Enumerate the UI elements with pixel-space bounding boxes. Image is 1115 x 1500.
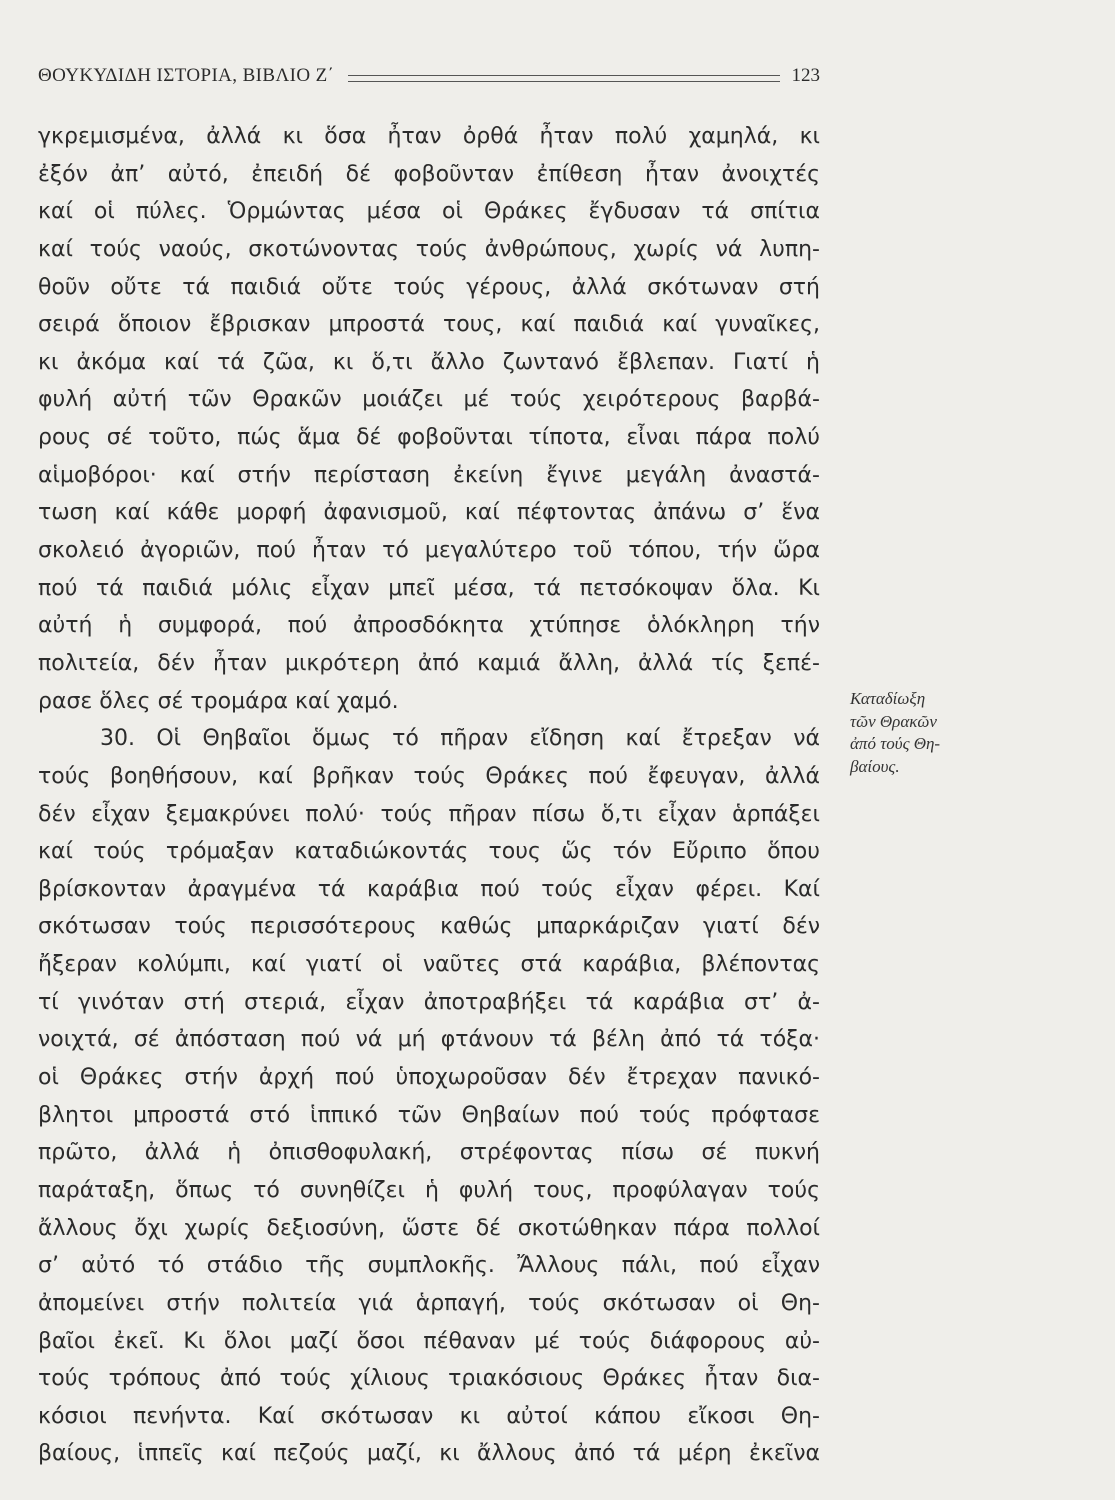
text-line: βρίσκονταν ἀραγμένα τά καράβια πού τούς εἶχαν φέρει. Καί [38,876,820,902]
text-line: σκολειό ἀγοριῶν, πού ἦταν τό μεγαλύτερο τοῦ τόπου, τήν ὥρα [38,538,820,564]
paragraph-end-line: ρασε ὅλες σέ τρομάρα καί χαμό. [38,688,399,714]
margin-note-line: Καταδίωξη [850,689,926,708]
text-line: ἐξόν ἀπ’ αὐτό, ἐπειδή δέ φοβοῦνταν ἐπίθεση ἦταν ἀνοιχτές [38,161,820,187]
text-line: καί τούς τρόμαξαν καταδιώκοντάς τους ὥς τόν Εὔριπο ὅπου [38,839,820,865]
page-number: 123 [791,65,820,86]
text-line: αἱμοβόροι· καί στήν περίσταση ἐκείνη ἔγινε μεγάλη ἀναστά- [38,462,820,488]
text-line: πρῶτο, ἀλλά ἡ ὀπισθοφυλακή, στρέφοντας πίσω σέ πυκνή [38,1140,820,1166]
text-line: τούς τρόπους ἀπό τούς χίλιους τριακόσιους Θράκες ἦταν δια- [38,1366,820,1392]
text-line: ἤξεραν κολύμπι, καί γιατί οἱ ναῦτες στά καράβια, βλέποντας [38,952,820,978]
text-line: σκότωσαν τούς περισσότερους καθώς μπαρκάριζαν γιατί δέν [38,914,820,940]
text-line: νοιχτά, σέ ἀπόσταση πού νά μή φτάνουν τά βέλη ἀπό τά τόξα· [38,1027,820,1053]
text-line: θοῦν οὔτε τά παιδιά οὔτε τούς γέρους, ἀλλά σκότωναν στή [38,274,820,300]
text-line: παράταξη, ὅπως τό συνηθίζει ἡ φυλή τους, προφύλαγαν τούς [38,1177,820,1203]
text-line: ρους σέ τοῦτο, πώς ἅμα δέ φοβοῦνται τίποτα, εἶναι πάρα πολύ [38,425,820,451]
margin-note-line: τῶν Θρακῶν [850,711,937,731]
text-line: τούς βοηθήσουν, καί βρῆκαν τούς Θράκες πού ἔφευγαν, ἀλλά [38,763,820,789]
margin-note-line: ἀπό τούς Θη- [850,734,941,753]
text-line: ἀπομείνει στήν πολιτεία γιά ἁρπαγή, τούς σκότωσαν οἱ Θη- [38,1290,820,1316]
margin-note [850,688,970,778]
text-line: κόσιοι πενήντα. Καί σκότωσαν κι αὐτοί κάπου εἴκοσι Θη- [38,1403,820,1429]
text-line: αὐτή ἡ συμφορά, πού ἀπροσδόκητα χτύπησε ὁλόκληρη τήν [38,613,820,639]
text-line: οἱ Θράκες στήν ἀρχή πού ὑποχωροῦσαν δέν ἔτρεχαν πανικό- [38,1065,820,1091]
text-line: πού τά παιδιά μόλις εἶχαν μπεῖ μέσα, τά πετσόκοψαν ὅλα. Κι [38,575,820,601]
text-line: καί οἱ πύλες. Ὁρμώντας μέσα οἱ Θράκες ἔγδυσαν τά σπίτια [38,199,820,225]
text-line: πολιτεία, δέν ἦταν μικρότερη ἀπό καμιά ἄλλη, ἀλλά τίς ξεπέ- [38,650,820,676]
text-line: γκρεμισμένα, ἀλλά κι ὅσα ἦταν ὀρθά ἦταν πολύ χαμηλά, κι [38,124,820,149]
body-text [38,118,820,1473]
text-line: σειρά ὅποιον ἔβρισκαν μπροστά τους, καί παιδιά καί γυναῖκες, [38,312,820,338]
running-title: ΘΟΥΚΥΔΙΔΗ ΙΣΤΟΡΙΑ, ΒΙΒΛΙΟ Ζ΄ [38,65,335,86]
margin-note-line: βαίους. [850,756,900,776]
text-line: βλητοι μπροστά στό ἱππικό τῶν Θηβαίων πού τούς πρόφτασε [38,1102,820,1128]
text-line: φυλή αὐτή τῶν Θρακῶν μοιάζει μέ τούς χειρότερους βαρβά- [38,387,820,413]
header-double-rule [348,75,779,82]
text-line: βαῖοι ἐκεῖ. Κι ὅλοι μαζί ὅσοι πέθαναν μέ τούς διάφορους αὐ- [38,1328,820,1354]
text-line: ἄλλους ὄχι χωρίς δεξιοσύνη, ὥστε δέ σκοτώθηκαν πάρα πολλοί [38,1215,820,1241]
running-head [38,60,820,92]
text-line: τωση καί κάθε μορφή ἀφανισμοῦ, καί πέφτοντας ἀπάνω σ’ ἕνα [38,500,820,526]
text-line: κι ἀκόμα καί τά ζῶα, κι ὅ,τι ἄλλο ζωντανό ἔβλεπαν. Γιατί ἡ [38,349,820,375]
section-30-first-line: 30. Οἱ Θηβαῖοι ὅμως τό πῆραν εἴδηση καί ἔτρεξαν νά [100,726,820,752]
text-line: καί τούς ναούς, σκοτώνοντας τούς ἀνθρώπους, χωρίς νά λυπη- [38,236,820,262]
text-line: δέν εἶχαν ξεμακρύνει πολύ· τούς πῆραν πίσω ὅ,τι εἶχαν ἁρπάξει [38,801,820,827]
text-line: βαίους, ἱππεῖς καί πεζούς μαζί, κι ἄλλους ἀπό τά μέρη ἐκεῖνα [38,1441,820,1467]
text-line: σ’ αὐτό τό στάδιο τῆς συμπλοκῆς. Ἄλλους πάλι, πού εἶχαν [38,1253,820,1279]
text-line: τί γινόταν στή στεριά, εἶχαν ἀποτραβήξει τά καράβια στ’ ἀ- [38,989,820,1015]
